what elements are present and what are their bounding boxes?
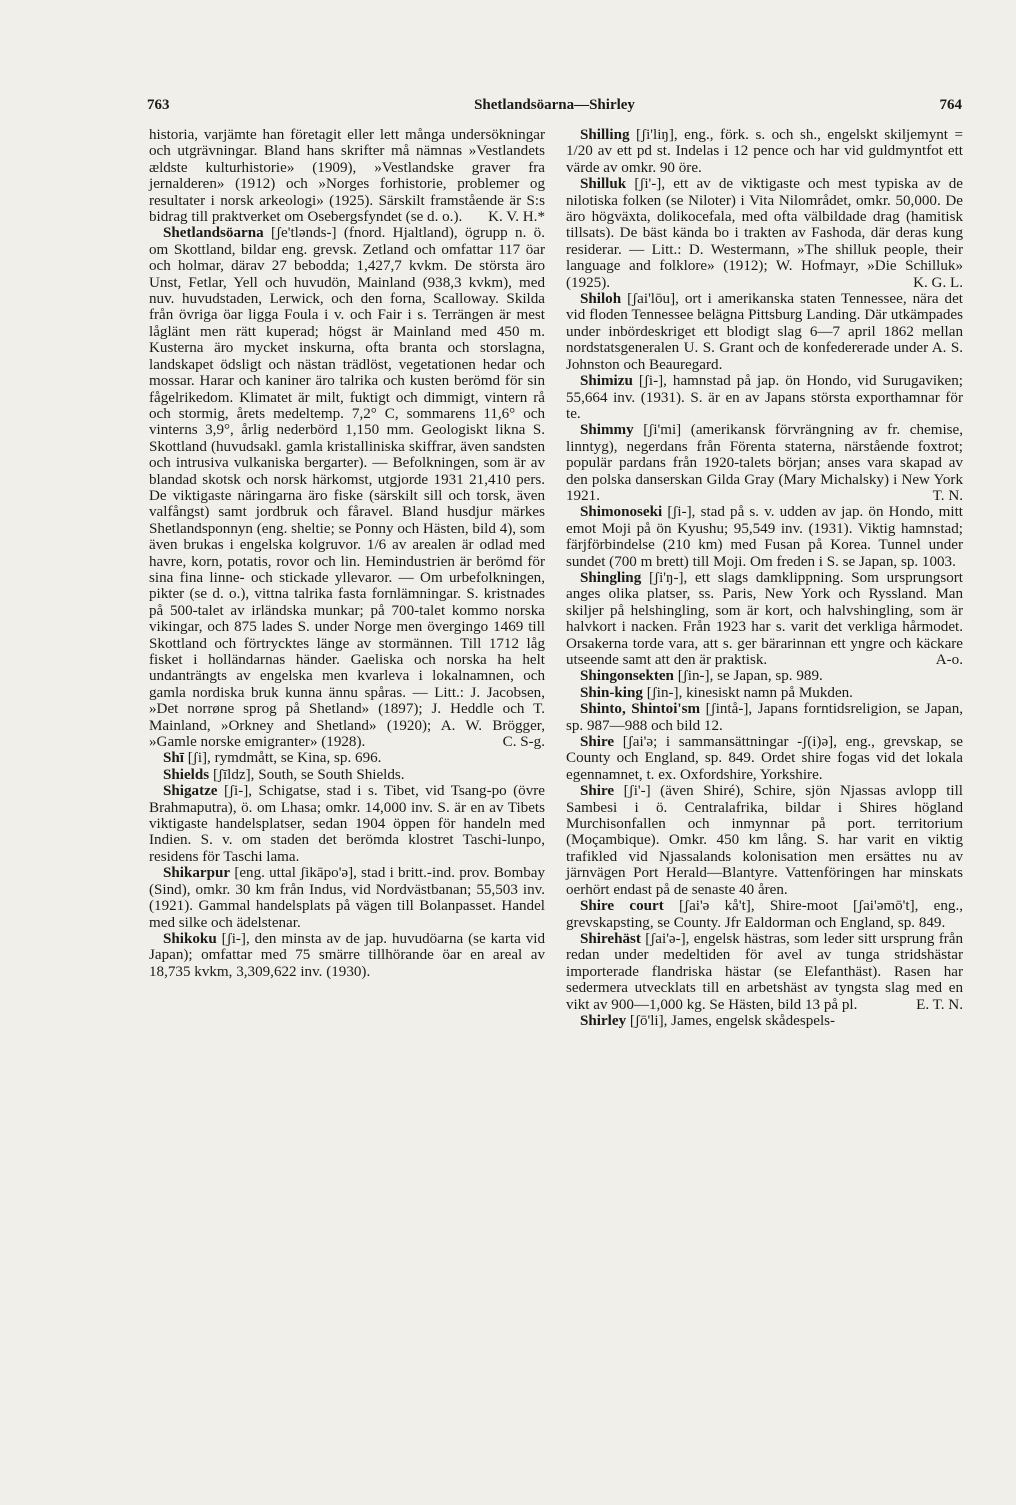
entry-text: [ʃi'ŋ-], ett slags damklippning. Som ursprungsort anges olika platser, ss. Paris, New York och Ryssland. Man skiljer på helshingling, som är kort, och halvshingling, som är halvkort i nacken. Från 1923 har s. varit det verkliga hårmodet. Orsakerna torde vara, att s. ger bärarinnan ett yngre och käckare utseende samt att den är praktisk. [566,569,963,668]
entry [566,176,963,291]
entry-headword: Shimmy [580,422,634,439]
entry-text: [ʃi-], Schigatse, stad i s. Tibet, vid Tsang-po (övre Brahmaputra), ö. om Lhasa; omkr. 14,000 inv. S. är en av Tibets viktigaste handelsplatser, sedan 1904 öppen för handeln med Indien. S. v. om staden det berömda klostret Taschi-lunpo, residens för Taschi lama. [149,783,546,865]
entry [149,783,545,865]
entry [149,931,545,980]
entry-headword: Shimizu [580,373,633,390]
entry-text: [ʃi'-], ett av de viktigaste och mest typiska av de nilotiska folken (se Niloter) i Vita Nilområdet, omkr. 50,000. De äro högväxta, dolikocefala, med ofta välbildade drag (hamitisk tillsats). De bäst kända bo i trakten av Fashoda, där deras kung residerar. — Litt.: D. Westermann, »The shilluk people, their language and folklore» (1912); W. Hofmayr, »Die Schilluk» (1925). [566,176,963,291]
entry-signature: K. V. H.* [488,209,545,226]
left-column [149,127,545,980]
entry [566,127,963,176]
entry-text: [ʃe'tlənds-] (fnord. Hjaltland), ögrupp n. ö. om Skottland, bildar eng. grevsk. Zetland och omfattar 117 öar och holmar, därav 27 bebodda; 1,427,7 kvkm. De största äro Unst, Fetlar, Yell och huvudön, Mainland (938,3 kvkm), med nuv. huvudstaden, Lerwick, och den forna, Scalloway. Skilda från övriga öar ligga Foula i v. och Fair i s. Terrängen är mest låglänt men rätt kuperad; högst är Mainland med 450 m. Kusterna äro mycket inskurna, ofta branta och storslagna, landskapet ödsligt och nästan trädlöst, vegetationen hedar och mossar. Harar och kaniner äro talrika och kusten berömd för sin fågelrikedom. Klimatet är milt, fuktigt och dimmigt, vintern rå och stormig, årets medeltemp. 7,2° C, sommarens 11,6° och vinterns 3,9°, årlig nederbörd 1,150 mm. Geologiskt likna S. Skottland (huvudsakl. gamla kristalliniska skiffrar, även sandsten och intrusiva vulkaniska bergarter). — Befolkningen, som är av blandad skotsk och norsk härkomst, utgjorde 1931 21,410 pers. De viktigaste näringarna äro fiske (särskilt sill och torsk, även valfångst) samt jordbruk och fåravel. Bland husdjur märkes Shetlandsponnyn (eng. sheltie; se Ponny och Hästen, bild 4), som även brukas i engelska kolgruvor. 1/6 av arealen är odlad med havre, korn, potatis, rovor och lin. Hemindustrien är berömd för sina fina linne- och stickade yllevaror. — Om urbefolkningen, pikter (se d. o.), vittna talrika fasta fornlämningar. S. kristnades på 500-talet av irländska munkar; på 700-talet kommo norska vikingar, och 875 lades S. under Norge men övergingo 1469 till Skottland och förtrycktes länge av stormännen. Till 1712 låg fisket i holländarnas händer. Gaeliska och norska ha helt undanträngts av engelska men kvarleva i lokalnamnen, och gamla nordiska bruk kunna ännu spåras. — Litt.: J. Jacobsen, »Det norrøne sprog på Shetland» (1897); J. Heddle och T. Mainland, »Orkney and Shetland» (1920); A. W. Brögger, »Gamle norske emigranter» (1928). [149,225,545,751]
entry-headword: Shetlandsöarna [163,225,264,242]
entry [566,734,963,783]
entry [149,225,545,750]
entry-text: [eng. uttal ʃikāpo'ə], stad i britt.-ind. prov. Bombay (Sind), omkr. 30 km från Indus, vid Nordvästbanan; 55,503 inv. (1921). Gammal handelsplats på vägen till Bolanpasset. Handel med silke och ädelstenar. [149,865,545,931]
entry-headword: Shire [580,783,615,800]
entry [566,373,963,422]
entry-headword: Shigatze [163,783,218,800]
entry-text: [ʃi], rymdmått, se Kina, sp. 696. [187,750,382,767]
entry-text: [ʃai'lōu], ort i amerikanska staten Tennessee, nära det vid floden Tennessee belägna Pittsburg Landing. Där utkämpades under inbördeskriget ett blodigt slag 6—7 april 1862 mellan nordstatsgeneralen U. S. Grant och de konfedererade under A. S. Johnston och Beauregard. [566,291,963,373]
entry-text: [ʃi'liŋ], eng., förk. s. och sh., engelskt skiljemynt = 1/20 av ett pd st. Indelas i 12 pence och har vid guldmyntfot ett värde av omkr. 90 öre. [566,127,964,176]
entry [149,865,545,931]
right-column [566,127,963,1029]
page-number-right: 764 [939,97,962,113]
entry-headword: Shikarpur [163,865,231,882]
page-number-left: 763 [147,97,170,113]
entry-signature: K. G. L. [913,274,963,291]
entry-text: [ʃin-], kinesiskt namn på Mukden. [646,684,853,701]
entry [566,685,963,701]
entry-text: [ʃai'ə-], engelsk hästras, som leder sitt ursprung från redan under medeltiden för avel av tunga stridshästar importerade flandriska hästar (se Elefanthäst). Rasen har sedermera utvecklats till en arbetshäst av tyngsta slag med en vikt av 900—1,000 kg. Se Hästen, bild 13 på pl. [566,930,963,1013]
entry-signature: T. N. [932,487,963,504]
entry-text: [ʃō'li], James, engelsk skådespels- [629,1012,836,1029]
entry [566,668,963,684]
entry [566,898,963,931]
entry-text: [ʃintå-], Japans forntidsreligion, se Japan, sp. 987—988 och bild 12. [566,701,964,734]
entry-text: [ʃi'mi] (amerikansk förvrängning av fr. chemise, linntyg), negerdans från Förenta staterna, närstående foxtrot; populär pardans från 1920-talets början; anses vara skapad av den polska danserskan Gilda Gray (Mary Michalsky) i New York 1921. [566,422,963,504]
entry-text: [ʃīldz], South, se South Shields. [212,766,405,783]
entry-signature: E. T. N. [916,996,963,1013]
entry [566,783,963,898]
entry-signature: C. S-g. [502,734,545,751]
entry-headword: Shī [163,750,184,767]
entry [566,570,963,668]
entry [566,701,963,734]
entry-text: [ʃi'-] (även Shiré), Schire, sjön Njassas avlopp till Sambesi i ö. Centralafrika, bildar i Shires högland Murchisonfallen och inmynnar på port. territorium (Moçambique). Omkr. 450 km lång. S. har varit en viktig trafikled vid Njassalands kolonisation men ersättes nu av järnvägen Port Herald—Blantyre. Vattenföringen har minskats oerhört endast på de senaste 40 åren. [566,783,963,898]
entry-headword: Shin-king [580,684,643,701]
entry [566,931,963,1013]
entry-headword: Shields [163,766,210,783]
entry-text: [ʃai'ə; i sammansättningar -ʃ(i)ə], eng., grevskap, se County och England, sp. 849. Ordet shire fogas vid det lokala egennamnet, t. ex. Oxfordshire, Yorkshire. [566,734,963,783]
entry-text: [ʃai'ə kå't], Shire-moot [ʃai'əmō't], eng., grevskapsting, se County. Jfr Ealdorman och England, sp. 849. [566,898,963,931]
entry-text: [ʃi-], hamnstad på jap. ön Hondo, vid Surugaviken; 55,664 inv. (1931). S. är en av Japans största exporthamnar för te. [566,373,963,422]
entry [566,1013,963,1029]
entry [149,127,545,225]
entry [149,750,545,766]
entry-headword: Shilling [580,127,630,143]
running-title: Shetlandsöarna—Shirley [474,97,635,113]
entry-headword: Shire court [580,898,664,915]
entry-headword: Shirehäst [580,930,641,947]
entry-headword: Shingonsekten [580,668,674,685]
page-header [147,97,962,121]
entry-headword: Shimonoseki [580,504,663,521]
entry-headword: Shikoku [163,930,217,947]
entry-headword: Shiloh [580,291,622,308]
entry-text: [ʃi-], stad på s. v. udden av jap. ön Hondo, mitt emot Moji på ön Kyushu; 95,549 inv. (1931). Viktig hamnstad; färjförbindelse (210 km) med Fusan på Korea. Tunnel under sundet (700 m brett) till Moji. Om freden i S. se Japan, sp. 1003. [566,504,963,570]
entry [566,422,963,504]
entry-headword: Shilluk [580,176,627,193]
entry [149,767,545,783]
entry [566,504,963,570]
entry-headword: Shire [580,734,615,751]
entry-headword: Shirley [580,1012,627,1029]
entry [566,291,963,373]
entry-headword: Shinto, Shintoi'sm [580,701,701,718]
entry-text: [ʃin-], se Japan, sp. 989. [677,668,823,685]
entry-signature: A-o. [935,652,963,668]
entry-text: [ʃi-], den minsta av de jap. huvudöarna (se karta vid Japan); omfattar med 75 smärre tillhörande öar en areal av 18,735 kvkm, 3,309,622 inv. (1930). [149,930,545,980]
entry-headword: Shingling [580,569,642,586]
entry-text: historia, varjämte han företagit eller lett många undersökningar och utgrävningar. Bland hans skrifter må nämnas »Vestlandets ældste kulturhistorie» (1909), »Vestlandske graver fra jernalderen» (1912) och »Norges forhistorie, problemer og resultater i norsk arkeologi» (1925). Särskilt framstående är S:s bidrag till praktverket om Osebergsfyndet (se d. o.). [149,127,545,226]
